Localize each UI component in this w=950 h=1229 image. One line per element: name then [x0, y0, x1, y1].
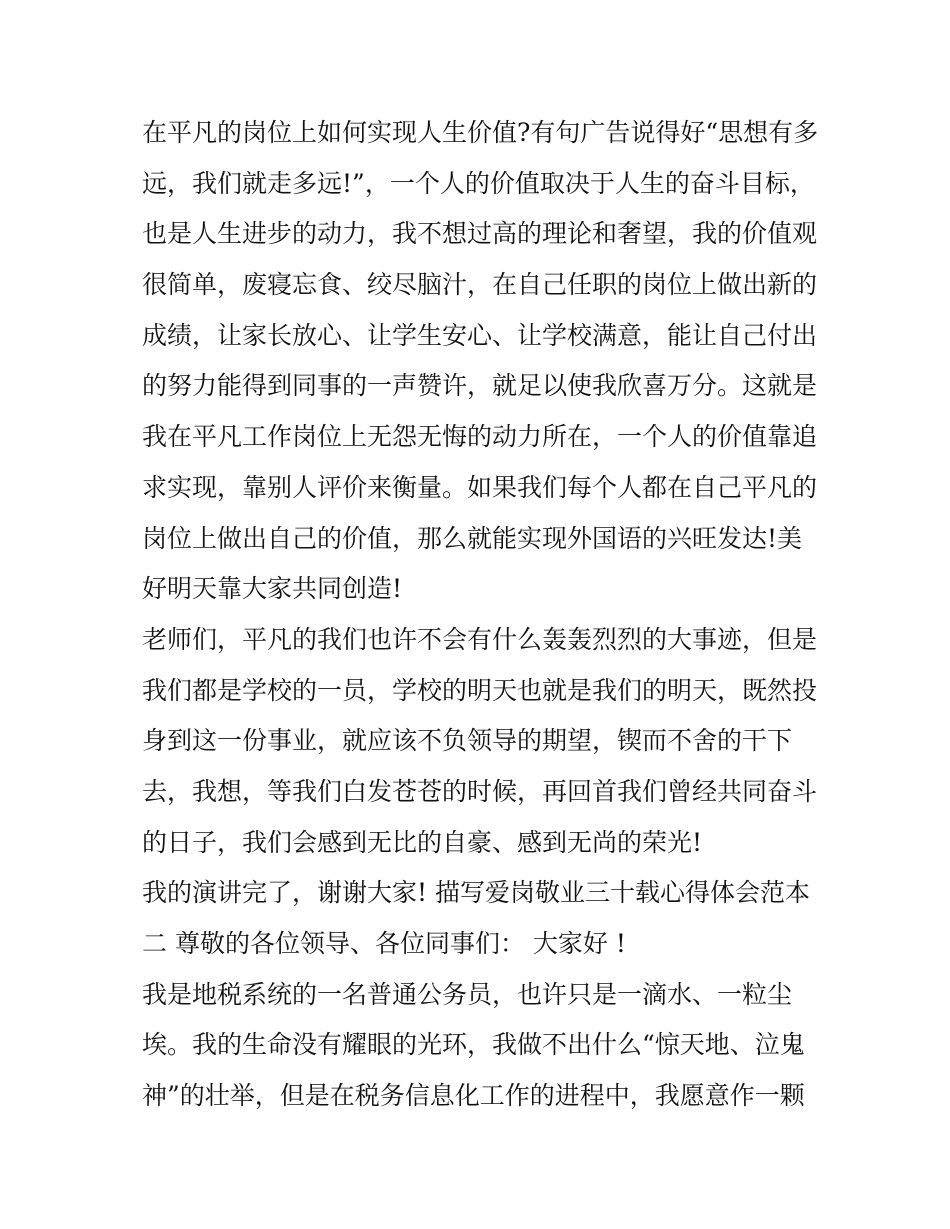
text-line: 我的演讲完了，谢谢大家! 描写爱岗敬业三十载心得体会范本 [142, 878, 810, 908]
text-line: 也是人生进步的动力，我不想过高的理论和奢望，我的价值观 [142, 219, 818, 249]
text-line: 岗位上做出自己的价值，那么就能实现外国语的兴旺发达!美 [142, 523, 803, 553]
text-line: 很简单，废寝忘食、绞尽脑汁，在自己任职的岗位上做出新的 [142, 270, 818, 300]
text-line: 二 尊敬的各位领导、各位同事们： 大家好 ! [142, 929, 626, 958]
text-line: 我们都是学校的一员，学校的明天也就是我们的明天，既然投 [142, 675, 818, 705]
text-line: 老师们，平凡的我们也许不会有什么轰轰烈烈的大事迹，但是 [142, 624, 818, 654]
text-line: 远，我们就走多远!”，一个人的价值取决于人生的奋斗目标， [142, 168, 815, 198]
text-line: 的努力能得到同事的一声赞许，就足以使我欣喜万分。这就是 [142, 371, 818, 401]
text-line: 身到这一份事业，就应该不负领导的期望，锲而不舍的干下 [142, 726, 793, 756]
text-line: 的日子，我们会感到无比的自豪、感到无尚的荣光! [142, 827, 703, 857]
document-body [142, 108, 822, 1122]
text-line: 埃。我的生命没有耀眼的光环，我做不出什么“惊天地、泣鬼 [142, 1030, 805, 1060]
text-line: 好明天靠大家共同创造! [142, 574, 403, 604]
text-line: 在平凡的岗位上如何实现人生价值?有句广告说得好“思想有多 [142, 118, 819, 147]
text-line: 求实现，靠别人评价来衡量。如果我们每个人都在自己平凡的 [142, 472, 818, 502]
text-line: 我是地税系统的一名普通公务员，也许只是一滴水、一粒尘 [142, 979, 793, 1009]
text-line: 神”的壮举，但是在税务信息化工作的进程中，我愿意作一颗 [142, 1081, 805, 1111]
text-line: 我在平凡工作岗位上无怨无悔的动力所在，一个人的价值靠追 [142, 422, 818, 452]
text-line: 去，我想，等我们白发苍苍的时候，再回首我们曾经共同奋斗 [142, 776, 818, 806]
text-line: 成绩，让家长放心、让学生安心、让学校满意，能让自己付出 [142, 320, 818, 350]
